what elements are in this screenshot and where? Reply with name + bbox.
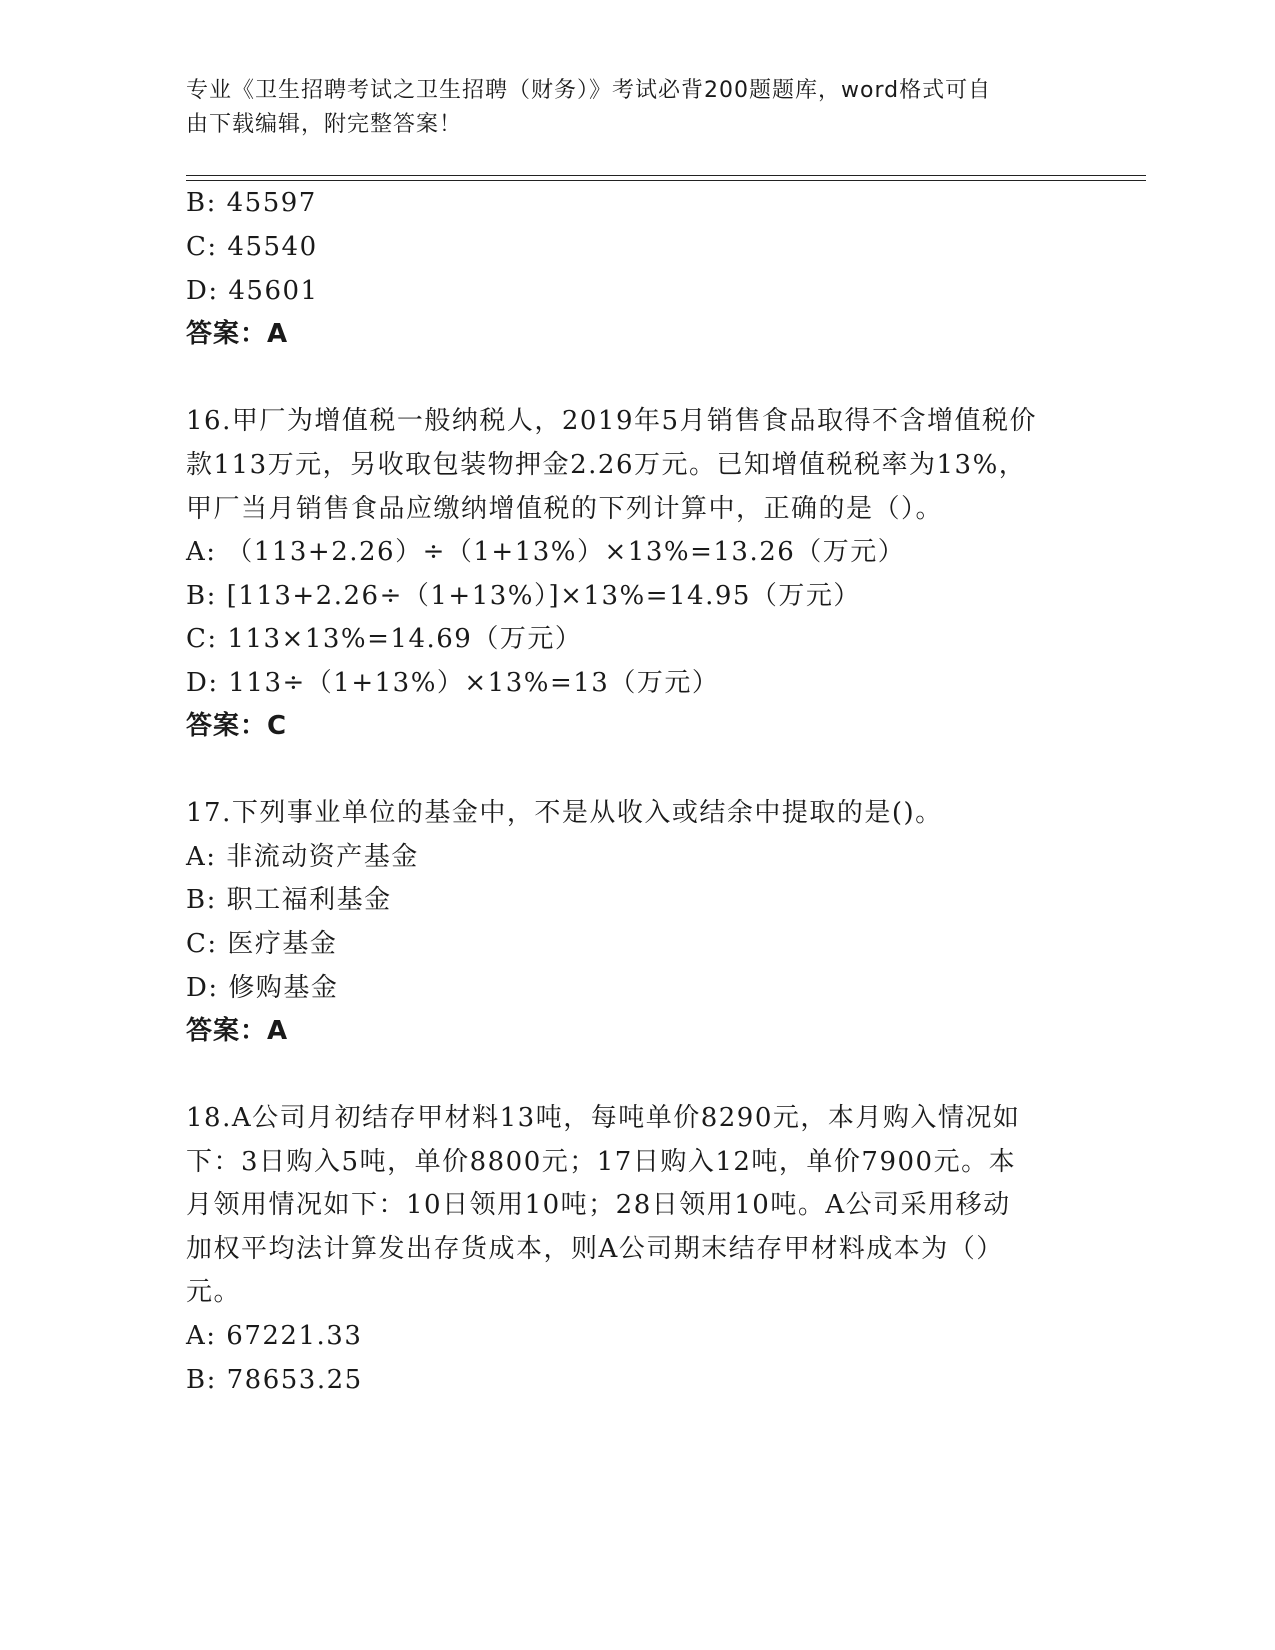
q15-option-d: D: 45601: [186, 276, 319, 306]
q17-option-c: C: 医疗基金: [186, 929, 338, 959]
q18-stem-line-2: 下：3日购入5吨，单价8800元；17日购入12吨，单价7900元。本: [186, 1147, 1017, 1177]
q15-answer: 答案：A: [186, 319, 289, 349]
q16-option-c: C: 113×13%=14.69（万元）: [186, 624, 583, 654]
q16-answer: 答案：C: [186, 711, 288, 741]
q15-option-c: C: 45540: [186, 232, 318, 262]
q16-option-a: A: （113+2.26）÷（1+13%）×13%=13.26（万元）: [186, 537, 906, 567]
q18-stem-line-5: 元。: [186, 1277, 242, 1307]
q18-option-b: B: 78653.25: [186, 1365, 363, 1395]
q17-option-a: A: 非流动资产基金: [186, 842, 419, 872]
header-rule-top: [186, 175, 1146, 176]
q16-stem-line-3: 甲厂当月销售食品应缴纳增值税的下列计算中，正确的是（）。: [186, 494, 944, 524]
q18-stem-line-1: 18.A公司月初结存甲材料13吨，每吨单价8290元，本月购入情况如: [186, 1103, 1021, 1133]
header-line-2: 由下载编辑，附完整答案！: [186, 112, 463, 137]
q18-stem-line-4: 加权平均法计算发出存货成本，则A公司期末结存甲材料成本为（）: [186, 1234, 1004, 1264]
q17-stem-line-1: 17.下列事业单位的基金中，不是从收入或结余中提取的是()。: [186, 798, 943, 828]
header-rule-bottom: [186, 180, 1146, 181]
q16-stem-line-1: 16.甲厂为增值税一般纳税人，2019年5月销售食品取得不含增值税价: [186, 406, 1038, 436]
q17-option-b: B: 职工福利基金: [186, 885, 392, 915]
q15-option-b: B: 45597: [186, 188, 317, 218]
q18-stem-line-3: 月领用情况如下：10日领用10吨；28日领用10吨。A公司采用移动: [186, 1190, 1011, 1220]
header-line-1: 专业《卫生招聘考试之卫生招聘（财务）》考试必背200题题库，word格式可自: [186, 78, 992, 103]
q16-option-b: B: [113+2.26÷（1+13%）]×13%=14.95（万元）: [186, 581, 861, 611]
q17-option-d: D: 修购基金: [186, 973, 339, 1003]
q16-stem-line-2: 款113万元，另收取包装物押金2.26万元。已知增值税税率为13%，: [186, 450, 1027, 480]
q17-answer: 答案：A: [186, 1016, 289, 1046]
q18-option-a: A: 67221.33: [186, 1321, 363, 1351]
q16-option-d: D: 113÷（1+13%）×13%=13（万元）: [186, 668, 720, 698]
document-header: [186, 74, 1066, 142]
